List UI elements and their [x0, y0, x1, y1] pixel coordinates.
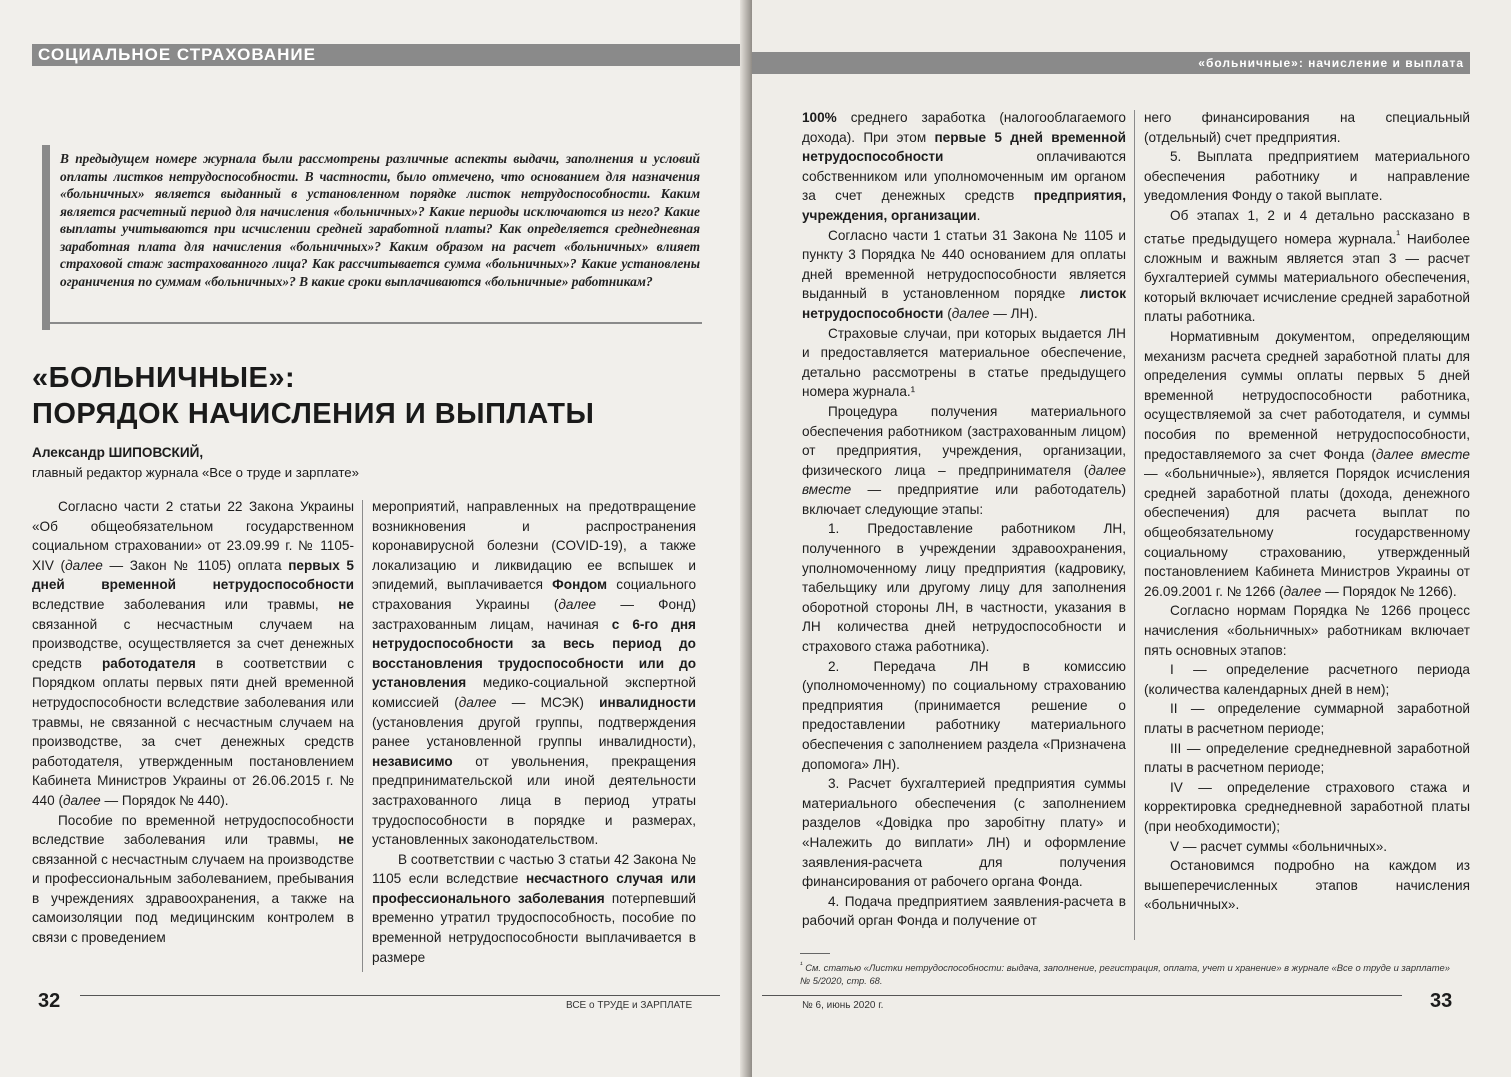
footnote-rule: [800, 953, 830, 954]
author-role: главный редактор журнала «Все о труде и зарплате»: [32, 465, 359, 480]
footer-issue: № 6, июнь 2020 г.: [802, 1000, 884, 1011]
paragraph: Процедура получения материального обеспечения работником (застрахованным лицом) от предприятия, учреждения, организации, физического лица – предпринимателя (далее вместе — предприятие или работодатель) включает следующие этапы:: [802, 403, 1126, 517]
list-item: II — определение суммарной заработной платы в расчетном периоде;: [1144, 701, 1470, 736]
footer-rule: [80, 995, 720, 996]
paragraph: мероприятий, направленных на предотвращение возникновения и распространения коронавирусной болезни (COVID-19), а также локализацию и ликвидацию ее вспышек и эпидемий, выплачивается Фондом социального страхования Украины (далее — Фонд) застрахованным лицам, начиная с 6-го дня нетрудоспособности за весь период до восстановления трудоспособности или до установления медико-социальной экспертной комиссией (далее — МСЭК) инвалидности (установления другой группы, подтверждения ранее установленной группы инвалидности), независимо от увольнения, прекращения предпринимательской или иной деятельности застрахованного лица в период утраты трудоспособности в порядке и размерах, установленных законодательством.: [372, 499, 697, 848]
article-title: [32, 360, 594, 432]
author-name: Александр ШИПОВСКИЙ,: [32, 445, 204, 460]
list-item: I — определение расчетного периода (количества календарных дней в нем);: [1144, 662, 1470, 697]
footer-title: ВСЕ о ТРУДЕ и ЗАРПЛАТЕ: [566, 1000, 693, 1011]
paragraph: 1. Предоставление работником ЛН, полученного в учреждении здравоохранения, уполномоченному лицу предприятия (кадровику, табельщику или другому лицу для заполнения оборотной стороны ЛН, в частности, указания в ЛН количества дней нетрудоспособности и страхового стажа работника).: [802, 521, 1126, 655]
paragraph: Согласно нормам Порядка № 1266 процесс начисления «больничных» работникам включает пять основных этапов:: [1144, 603, 1470, 658]
list-item: III — определение среднедневной заработной платы в расчетном периоде;: [1144, 740, 1470, 776]
paragraph: В соответствии с частью 3 статьи 42 Закона № 1105 если вследствие несчастного случая или профессионального заболевания потерпевший временно утратил трудоспособность, пособие по временной нетрудоспособности выплачивается в размере: [372, 851, 696, 965]
paragraph: 5. Выплата предприятием материального обеспечения работнику и направление уведомления Фонду о такой выплате.: [1144, 149, 1470, 204]
right-column-1: [802, 108, 1126, 931]
paragraph: 3. Расчет бухгалтерией предприятия суммы материального обеспечения (с заполнением разделов «Довідка про заробітну плату» и «Належить до виплати» ЛН) и оформление заявления-расчета для получения финансирования от рабочего органа Фонда.: [802, 776, 1126, 890]
page-number: 33: [1430, 990, 1453, 1012]
paragraph: него финансирования на специальный (отдельный) счет предприятия.: [1144, 110, 1470, 145]
column-divider: [362, 500, 363, 972]
right-column-2: [1144, 108, 1470, 915]
left-page: [0, 0, 748, 1077]
page-number: 32: [38, 990, 61, 1012]
column-divider: [1134, 110, 1135, 940]
title-line-2: ПОРЯДОК НАЧИСЛЕНИЯ И ВЫПЛАТЫ: [32, 398, 595, 430]
list-item: IV — определение страхового стажа и корректировка среднедневной заработной платы (при необходимости);: [1144, 779, 1470, 834]
paragraph: 4. Подача предприятием заявления-расчета в рабочий орган Фонда и получение от: [802, 893, 1126, 929]
paragraph: Нормативным документом, определяющим механизм расчета средней заработной платы для определения суммы оплаты первых 5 дней временной нетрудоспособности работника, осуществляемой за счет работодателя, и суммы пособия по временной нетрудоспособности, предоставляемого за счет Фонда (далее вместе — «больничные»), является Порядок исчисления средней заработной платы (дохода, денежного обеспечения) для расчета выплат по общеобязательному государственному социальному страхованию, утвержденный постановлением Кабинета Министров Украины от 26.09.2001 г. № 1266 (далее — Порядок № 1266).: [1144, 329, 1470, 599]
list-item: V — расчет суммы «больничных».: [1170, 838, 1388, 854]
paragraph: Пособие по временной нетрудоспособности вследствие заболевания или травмы, не связанной с несчастным случаем на производстве и профессиональным заболеванием, пребывания в учреждениях здравоохранения, а также на самоизоляции под медицинским контролем в связи с проведением: [32, 812, 354, 946]
footnote: $^{^1}$ См. статью «Листки нетрудоспособности: выдача, заполнение, регистрация, оплата, учет и хранение» в журнале «Все о труде и зарплате» № 5/2020, стр. 68.: [800, 960, 1450, 987]
left-column-2: [372, 497, 696, 967]
intro-divider: [42, 322, 702, 324]
paragraph: Остановимся подробно на каждом из вышеперечисленных этапов начисления «больничных».: [1144, 858, 1470, 913]
paragraph: Страховые случаи, при которых выдается ЛН и предоставляется материальное обеспечение, детально рассмотрены в статье предыдущего номера журнала.¹: [802, 325, 1126, 400]
intro-lead: В предыдущем номере журнала были рассмотрены различные аспекты выдачи, заполнения и условий оплаты листков нетрудоспособности. В частности, было отмечено, что основанием для назначения «больничных» является выданный в установленном порядке листок нетрудоспособности. Каким является расчетный период для начисления «больничных»? Какие периоды исключаются из него? Какие выплаты учитываются при исчислении средней заработной платы? Как определяется среднедневная заработная плата для начисления «больничных»? Каким образом на расчет «больничных» влияет страховой стаж застрахованного лица? Как рассчитывается сумма «больничных»? Какие установлены ограничения по суммам «больничных»? В какие сроки выплачиваются «больничные» работникам?: [60, 151, 700, 289]
footer-rule: [762, 995, 1402, 996]
paragraph: Согласно части 2 статьи 22 Закона Украины «Об общеобязательном государственном социальном страховании» от 23.09.99 г. № 1105-XIV (далее — Закон № 1105) оплата первых 5 дней временной нетрудоспособности вследствие заболевания или травмы, не связанной с несчастным случаем на производстве, осуществляется за счет денежных средств работодателя в соответствии с Порядком оплаты первых пяти дней временной нетрудоспособности вследствие заболевания или травмы, не связанной с несчастным случаем на производстве, за счет денежных средств работодателя, утвержденным постановлением Кабинета Министров Украины от 26.06.2015 г. № 440 (далее — Порядок № 440).: [32, 499, 354, 808]
section-header: «больничные»: начисление и выплата: [752, 52, 1470, 74]
section-header: СОЦИАЛЬНОЕ СТРАХОВАНИЕ: [32, 44, 748, 66]
paragraph: Об этапах 1, 2 и 4 детально рассказано в статье предыдущего номера журнала.$^{^1}$ Наиболее сложным и важным является этап 3 — расчет бухгалтерией суммы материального обеспечения, который включает исчисление средней заработной платы работника.: [1144, 207, 1470, 325]
left-column-1: [32, 497, 354, 948]
paragraph: 2. Передача ЛН в комиссию (уполномоченному) по социальному страхованию предприятия (принимается решение о предоставлении работнику материального обеспечения с заполнением раздела «Призначена допомога» ЛН).: [802, 658, 1126, 772]
paragraph: 100% среднего заработка (налогооблагаемого дохода). При этом первые 5 дней временной нетрудоспособности оплачиваются собственником или уполномоченным им органом за счет денежных средств предприятия, учреждения, организации.: [802, 110, 1126, 223]
paragraph: Согласно части 1 статьи 31 Закона № 1105 и пункту 3 Порядка № 440 основанием для оплаты дней временной нетрудоспособности является выданный в установленном порядке листок нетрудоспособности (далее — ЛН).: [802, 227, 1126, 321]
title-line-1: «БОЛЬНИЧНЫЕ»:: [32, 362, 296, 394]
right-page: [752, 0, 1511, 1077]
intro-side-bar: [42, 145, 50, 330]
